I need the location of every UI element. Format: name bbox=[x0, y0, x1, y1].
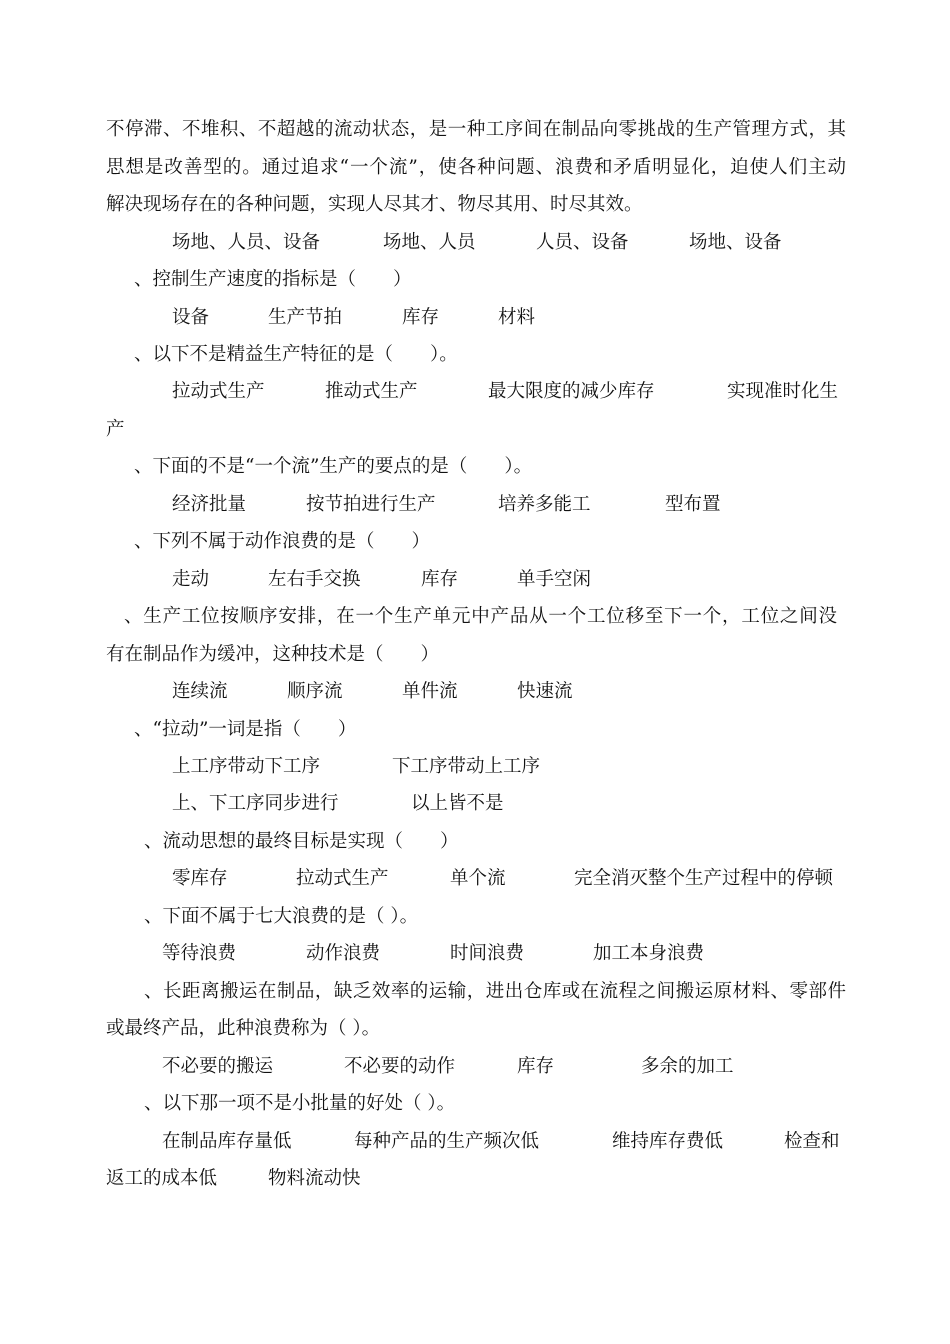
option: 加工本身浪费 bbox=[593, 943, 705, 964]
option: 返工的成本低 bbox=[106, 1168, 218, 1189]
option: 库存 bbox=[517, 1056, 555, 1077]
option: 库存 bbox=[402, 307, 440, 328]
question-wrap: 或最终产品，此种浪费称为（ ）。 bbox=[106, 1018, 381, 1039]
question-transport-waste: 、长距离搬运在制品，缺乏效率的运输，进出仓库或在流程之间搬运原材料、零部件 bbox=[144, 981, 846, 1002]
question-small-batch: 、以下那一项不是小批量的好处（ ）。 bbox=[144, 1093, 456, 1114]
option: 顺序流 bbox=[287, 681, 343, 702]
question-speed-indicator: 、控制生产速度的指标是（ ） bbox=[134, 269, 412, 290]
question-one-piece-flow: 、下面的不是“一个流”生产的要点的是（ ）。 bbox=[134, 456, 533, 477]
option: 上、下工序同步进行 bbox=[172, 793, 339, 814]
question-wrap: 有在制品作为缓冲，这种技术是（ ） bbox=[106, 644, 440, 665]
option: 推动式生产 bbox=[325, 381, 418, 402]
intro-line-2: 思想是改善型的。通过追求“一个流”，使各种问题、浪费和矛盾明显化，迫使人们主动 bbox=[106, 157, 846, 178]
option: 快速流 bbox=[517, 681, 573, 702]
option: 拉动式生产 bbox=[296, 868, 389, 889]
option: 单件流 bbox=[402, 681, 458, 702]
option: 设备 bbox=[172, 307, 210, 328]
question-seven-wastes: 、下面不属于七大浪费的是（ ）。 bbox=[144, 906, 419, 927]
option: 经济批量 bbox=[172, 494, 247, 515]
option: 连续流 bbox=[172, 681, 228, 702]
option: 不必要的动作 bbox=[344, 1056, 456, 1077]
option: 场地、人员 bbox=[383, 232, 476, 253]
option: 零库存 bbox=[172, 868, 228, 889]
option: 培养多能工 bbox=[498, 494, 591, 515]
option: 按节拍进行生产 bbox=[306, 494, 436, 515]
option: 每种产品的生产频次低 bbox=[354, 1131, 540, 1152]
intro-line-3: 解决现场存在的各种问题，实现人尽其才、物尽其用、时尽其效。 bbox=[106, 194, 643, 215]
question-flow-goal: 、流动思想的最终目标是实现（ ） bbox=[144, 831, 459, 852]
question-workstation-sequence: 、生产工位按顺序安排，在一个生产单元中产品从一个工位移至下一个，工位之间没 bbox=[124, 606, 837, 627]
question-pull-meaning: 、“拉动”一词是指（ ） bbox=[134, 719, 357, 740]
option: 单个流 bbox=[450, 868, 506, 889]
question-motion-waste: 、下列不属于动作浪费的是（ ） bbox=[134, 531, 431, 552]
option: 左右手交换 bbox=[268, 569, 361, 590]
option: 库存 bbox=[421, 569, 459, 590]
option-wrap: 产 bbox=[106, 419, 125, 440]
option: 检查和 bbox=[784, 1131, 840, 1152]
option: 物料流动快 bbox=[268, 1168, 361, 1189]
option: 人员、设备 bbox=[536, 232, 629, 253]
option: 以上皆不是 bbox=[411, 793, 504, 814]
option: 实现准时化生 bbox=[727, 381, 839, 402]
option: 单手空闲 bbox=[517, 569, 592, 590]
question-lean-feature: 、以下不是精益生产特征的是（ ）。 bbox=[134, 344, 458, 365]
option: 下工序带动上工序 bbox=[392, 756, 541, 777]
option: 上工序带动下工序 bbox=[172, 756, 321, 777]
option: 场地、人员、设备 bbox=[172, 232, 321, 253]
option: 动作浪费 bbox=[306, 943, 381, 964]
option: 场地、设备 bbox=[689, 232, 782, 253]
option: 生产节拍 bbox=[268, 307, 343, 328]
option: 材料 bbox=[498, 307, 536, 328]
option: 型布置 bbox=[665, 494, 721, 515]
intro-line-1: 不停滞、不堆积、不超越的流动状态，是一种工序间在制品向零挑战的生产管理方式，其 bbox=[106, 119, 846, 140]
option: 在制品库存量低 bbox=[162, 1131, 292, 1152]
option: 等待浪费 bbox=[162, 943, 237, 964]
option: 完全消灭整个生产过程中的停顿 bbox=[574, 868, 834, 889]
option: 维持库存费低 bbox=[612, 1131, 724, 1152]
option: 拉动式生产 bbox=[172, 381, 265, 402]
option: 走动 bbox=[172, 569, 210, 590]
option: 多余的加工 bbox=[641, 1056, 734, 1077]
option: 时间浪费 bbox=[450, 943, 525, 964]
option: 不必要的搬运 bbox=[162, 1056, 274, 1077]
option: 最大限度的减少库存 bbox=[488, 381, 655, 402]
